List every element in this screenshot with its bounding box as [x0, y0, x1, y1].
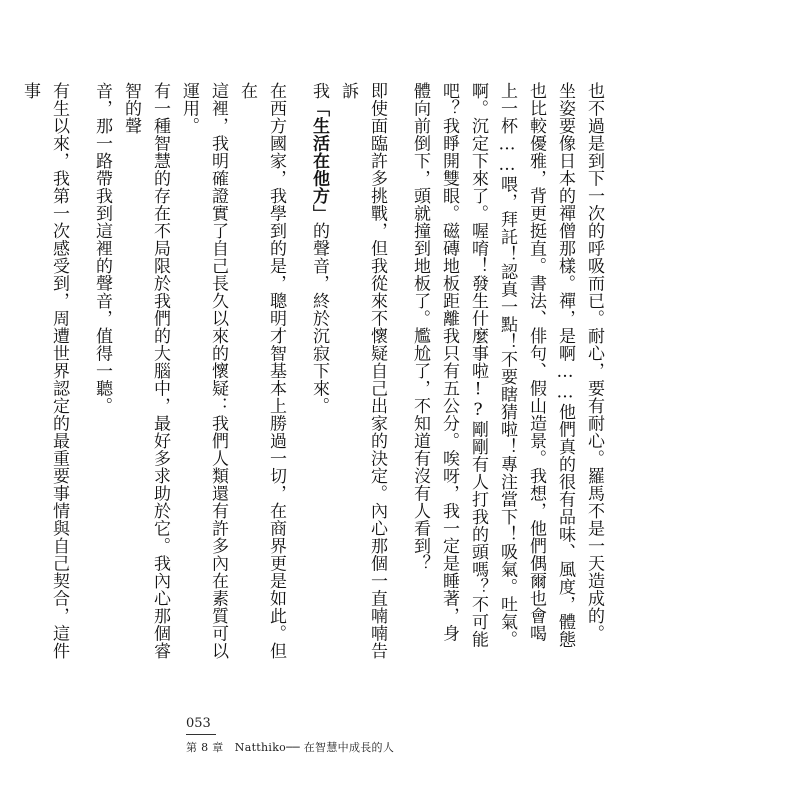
paragraph-1-line-4: 上一杯……喂，拜託！認真一點！不要瞎猜啦！專注當下！吸氣。吐氣。	[497, 82, 517, 648]
paragraph-1-line-5: 啊。沉定下來了。喔唷！發生什麼事啦!?剛剛有人打我的頭嗎？不可能	[468, 82, 488, 648]
paragraph-3-line-4: 音，那一路帶我到這裡的聲音，值得一聽。	[92, 82, 112, 415]
emphasized-phrase: 「生活在他方」	[309, 99, 329, 222]
paragraph-3-line-1: 在西方國家，我學到的是，聰明才智基本上勝過一切，在商界更是如此。但在	[237, 82, 286, 660]
vertical-text-block	[15, 82, 608, 672]
page-footer	[186, 716, 394, 755]
paragraph-3-line-2: 這裡，我明確證實了自己長久以來的懷疑：我們人類還有許多內在素質可以運用。	[179, 82, 228, 660]
paragraph-2-line-2-text: 我「生活在他方」的聲音，終於沉寂下來。	[309, 82, 329, 415]
paragraph-1-line-6: 吧？我睜開雙眼。磁磚地板距離我只有五公分。唉呀，我一定是睡著，身	[439, 82, 459, 642]
chapter-title: 第 8 章 Natthiko── 在智慧中成長的人	[186, 741, 395, 754]
paragraph-2-line-1: 即使面臨許多挑戰，但我從來不懷疑自己出家的決定。內心那個一直喃喃告訴	[338, 82, 387, 660]
footer-divider	[186, 734, 216, 735]
paragraph-1-line-1: 也不過是到下一次的呼吸而已。耐心，要有耐心。羅馬不是一天造成的。	[584, 82, 604, 642]
paragraph-1-line-7: 體向前倒下，頭就撞到地板了。尷尬了，不知道有沒有人看到？	[410, 82, 430, 572]
paragraph-4-line-1: 有生以來，我第一次感受到，周遭世界認定的最重要事情與自己契合，這件事	[20, 82, 69, 660]
paragraph-1-line-3: 也比較優雅，背更挺直。書法、俳句、假山造景。我想，他們偶爾也會喝	[526, 82, 546, 642]
paragraph-2-line-2	[304, 82, 333, 672]
paragraph-1-line-2: 坐姿要像日本的禪僧那樣。禪，是啊……他們真的很有品味、風度，體態	[555, 82, 575, 648]
paragraph-3-line-3: 有一種智慧的存在不局限於我們的大腦中，最好多求助於它。我內心那個睿智的聲	[121, 82, 170, 660]
page-number: 053	[186, 716, 211, 731]
